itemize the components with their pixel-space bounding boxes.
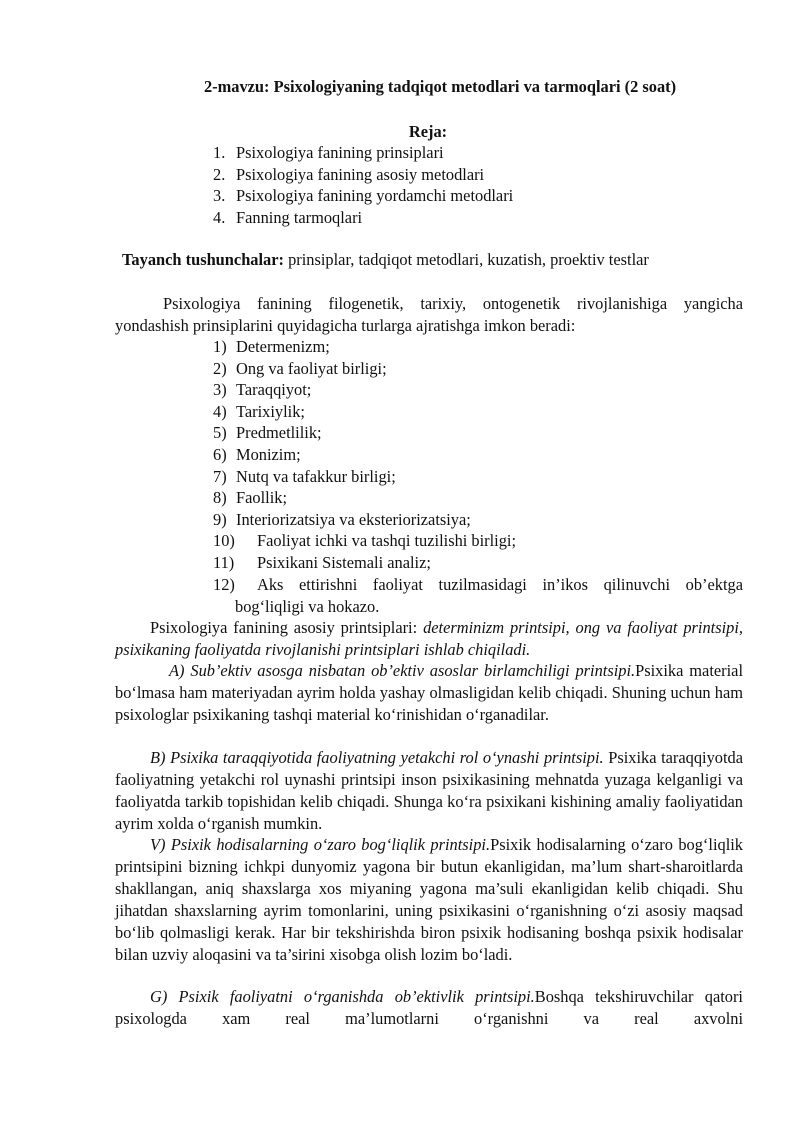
plan-item-number: 4. — [213, 207, 226, 227]
principle-number: 2) — [213, 358, 227, 378]
intro-paragraph: Psixologiya fanining filogenetik, tarixiy, ontogenetik rivojlanishiga yangicha yondashish prinsiplarini quyidagicha turlarga ajratishga imkon beradi: — [115, 294, 743, 335]
plan-item-text: Psixologiya fanining prinsiplari — [236, 143, 444, 162]
principle-number: 1) — [213, 337, 227, 356]
principle-number: 12) — [213, 575, 235, 594]
principle-text: Predmetlilik; — [236, 423, 322, 443]
principle-text: Determenizm; — [236, 337, 330, 356]
topic-title: 2-mavzu: Psixologiyaning tadqiqot metodlari va tarmoqlari (2 soat) — [203, 77, 677, 96]
principle-text: Interiorizatsiya va eksteriorizatsiya; — [236, 509, 471, 529]
principle-number: 10) — [213, 531, 235, 551]
principle-text: Psixikani Sistemali analiz; — [257, 552, 431, 572]
principle-number: 7) — [213, 466, 227, 486]
plan-heading: Reja: — [408, 122, 448, 141]
plan-item-text: Psixologiya fanining asosiy metodlari — [236, 164, 485, 184]
principle-text: Taraqqiyot; — [236, 380, 312, 400]
plan-item-number: 2. — [213, 164, 226, 184]
principle-text: Faoliyat ichki va tashqi tuzilishi birligi; — [257, 531, 517, 551]
key-concepts-line — [122, 249, 649, 271]
principle-number: 4) — [213, 401, 227, 421]
section-a-body: Psixika material bo‘lmasa ham materiyadan ayrim holda yashay olmasligidan kelib chiqadi. Shuning uchun ham psixologlar psixikaning tashqi material ko‘rinishidan o‘rganadilar. — [115, 661, 743, 724]
section-b-heading: B) Psixika taraqqiyotida faoliyatning yetakchi rol o‘ynashi printsipi. — [150, 748, 604, 767]
section-g-heading: G) Psixik faoliyatni o‘rganishda ob’ektivlik printsipi. — [150, 987, 535, 1006]
section-g-paragraph — [115, 986, 743, 1030]
plan-item-number: 3. — [213, 186, 226, 206]
principle-number: 11) — [213, 552, 235, 572]
principle-text: Aks ettirishni faoliyat tuzilmasidagi in’ikos qilinuvchi ob’ektga bog‘liqligi va hokazo. — [235, 575, 743, 616]
principle-number: 6) — [213, 444, 227, 464]
main-principles-lead: Psixologiya fanining asosiy printsiplari: — [150, 618, 424, 637]
section-a-paragraph — [115, 660, 743, 726]
plan-item-text: Psixologiya fanining yordamchi metodlari — [236, 186, 514, 206]
principle-text: Nutq va tafakkur birligi; — [236, 466, 396, 486]
key-concepts-text: prinsiplar, tadqiqot metodlari, kuzatish, proektiv testlar — [284, 250, 649, 269]
key-concepts-label: Tayanch tushunchalar: — [122, 250, 284, 269]
section-a-heading: A) Sub’ektiv asosga nisbatan ob’ektiv asoslar birlamchiligi printsipi. — [169, 661, 636, 680]
principle-item-wrapped — [213, 574, 743, 618]
section-g-body: Boshqa tekshiruvchilar qatori psixologda xam real ma’lumotlarni o‘rganishni va real axvolni — [115, 987, 743, 1028]
plan-item-number: 1. — [213, 143, 226, 162]
principle-text: Ong va faoliyat birligi; — [236, 358, 387, 378]
principle-text: Faollik; — [236, 488, 287, 508]
section-b-paragraph — [115, 747, 743, 835]
section-b-body: Psixika taraqqiyotda faoliyatning yetakchi rol uynashi printsipi inson psixikasining mehnatda yuzaga kelganligi va faoliyatda tarkib topishidan kelib chiqadi. Shunga ko‘ra psixikani kishining amaliy faoliyatidan ayrim xolda o‘rganish mumkin. — [115, 748, 744, 833]
principle-number: 8) — [213, 488, 227, 508]
main-principles-list: determinizm printsipi, ong va faoliyat printsipi, psixikaning faoliyatda rivojlanishi printsiplari ishlab chiqiladi. — [115, 618, 743, 659]
plan-item-text: Fanning tarmoqlari — [236, 207, 363, 227]
section-v-heading: V) Psixik hodisalarning o‘zaro bog‘liqlik printsipi. — [150, 835, 491, 854]
main-principles-paragraph — [115, 617, 743, 661]
principle-number: 9) — [213, 509, 227, 529]
section-v-body: Psixik hodisalarning o‘zaro bog‘liqlik printsipini bizning ichkpi dunyomiz yagona bir butun ekanligidan, ma’lum shart-sharoitlarda shakllangan, aniq shaxslarga xos miyaning yagona ma’suli ekanligidan kelib chiqadi. Shu jihatdan shaxslarning ayrim tomonlarini, uning psixikasini o‘rganishning o‘zi asosiy maqsad bo‘lib qolmasligi kerak. Har bir tekshirishda biron psixik hodisaning boshqa psixik hodisalar bilan uzviy aloqasini va ta’sirini xisobga olish lozim bo‘ladi. — [115, 835, 743, 964]
principle-text: Monizim; — [236, 444, 301, 464]
principle-text: Tarixiylik; — [236, 401, 305, 421]
principle-number: 3) — [213, 380, 227, 400]
section-v-paragraph — [115, 834, 743, 966]
principle-number: 5) — [213, 423, 227, 443]
